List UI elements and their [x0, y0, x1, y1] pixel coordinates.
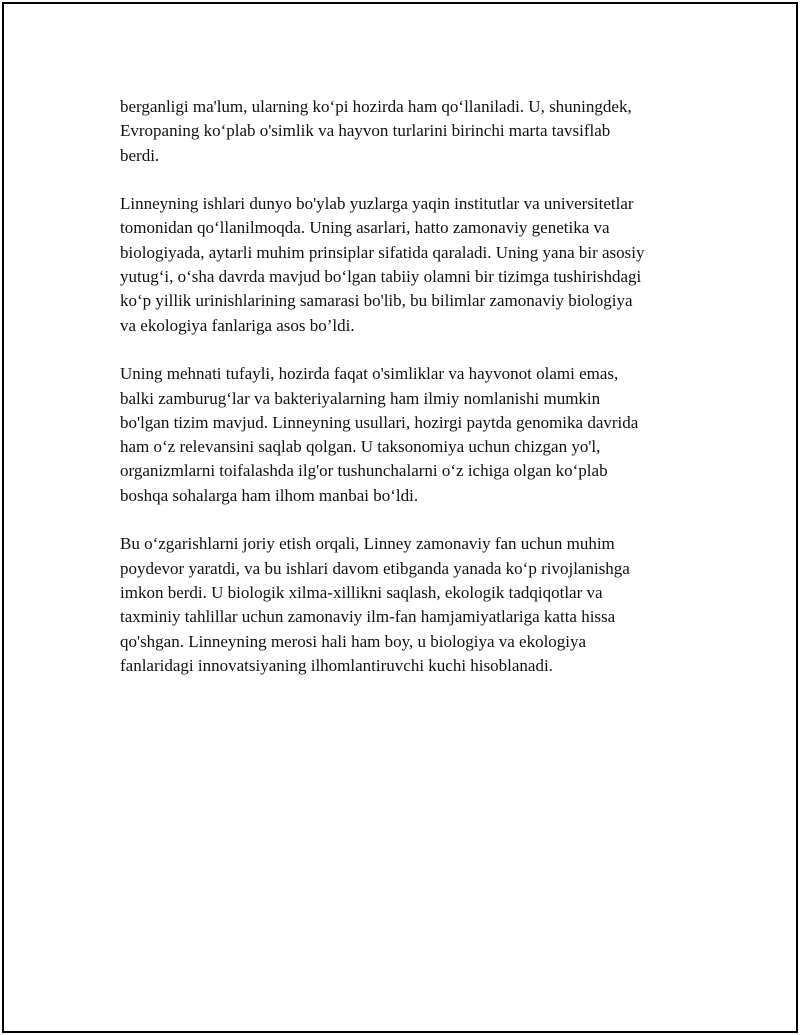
text-line: Uning mehnati tufayli, hozirda faqat o'simliklar va hayvonot olami emas, — [120, 364, 619, 384]
text-line: poydevor yaratdi, va bu ishlari davom etibganda yanada ko‘p rivojlanishga — [120, 558, 630, 578]
text-line: balki zamburug‘lar va bakteriyalarning ham ilmiy nomlanishi mumkin — [120, 388, 601, 408]
text-line: berdi. — [120, 145, 160, 165]
paragraph-3 — [120, 362, 680, 508]
text-line: yutug‘i, o‘sha davrda mavjud bo‘lgan tabiiy olamni bir tizimga tushirishdagi — [120, 267, 642, 287]
text-line: Evropaning ko‘plab o'simlik va hayvon turlarini birinchi marta tavsiflab — [120, 121, 611, 141]
text-line: fanlaridagi innovatsiyaning ilhomlantiruvchi kuchi hisoblanadi. — [120, 655, 553, 675]
document-body — [120, 95, 680, 702]
text-line: tomonidan qo‘llanilmoqda. Uning asarlari, hatto zamonaviy genetika va — [120, 218, 610, 238]
text-line: imkon berdi. U biologik xilma-xillikni saqlash, ekologik tadqiqotlar va — [120, 582, 603, 602]
paragraph-2 — [120, 192, 680, 338]
text-line: organizmlarni toifalashda ilg'or tushunchalarni o‘z ichiga olgan ko‘plab — [120, 461, 608, 481]
text-line: berganligi ma'lum, ularning ko‘pi hozirda ham qo‘llaniladi. U, shuningdek, — [120, 97, 632, 116]
text-line: boshqa sohalarga ham ilhom manbai bo‘ldi. — [120, 485, 419, 505]
text-line: ham o‘z relevansini saqlab qolgan. U taksonomiya uchun chizgan yo'l, — [120, 437, 601, 457]
text-line: Bu o‘zgarishlarni joriy etish orqali, Linney zamonaviy fan uchun muhim — [120, 534, 615, 554]
text-line: bo'lgan tizim mavjud. Linneyning usullari, hozirgi paytda genomika davrida — [120, 412, 639, 432]
text-line: ko‘p yillik urinishlarining samarasi bo'lib, bu bilimlar zamonaviy biologiya — [120, 291, 633, 311]
text-line: va ekologiya fanlariga asos bo’ldi. — [120, 315, 355, 335]
text-line: Linneyning ishlari dunyo bo'ylab yuzlarga yaqin institutlar va universitetlar — [120, 194, 634, 214]
paragraph-1 — [120, 95, 680, 168]
paragraph-4 — [120, 532, 680, 678]
text-line: biologiyada, aytarli muhim prinsiplar sifatida qaraladi. Uning yana bir asosiy — [120, 242, 645, 262]
text-line: qo'shgan. Linneyning merosi hali ham boy, u biologiya va ekologiya — [120, 631, 587, 651]
text-line: taxminiy tahlillar uchun zamonaviy ilm-fan hamjamiyatlariga katta hissa — [120, 607, 616, 627]
document-page — [2, 2, 798, 1033]
